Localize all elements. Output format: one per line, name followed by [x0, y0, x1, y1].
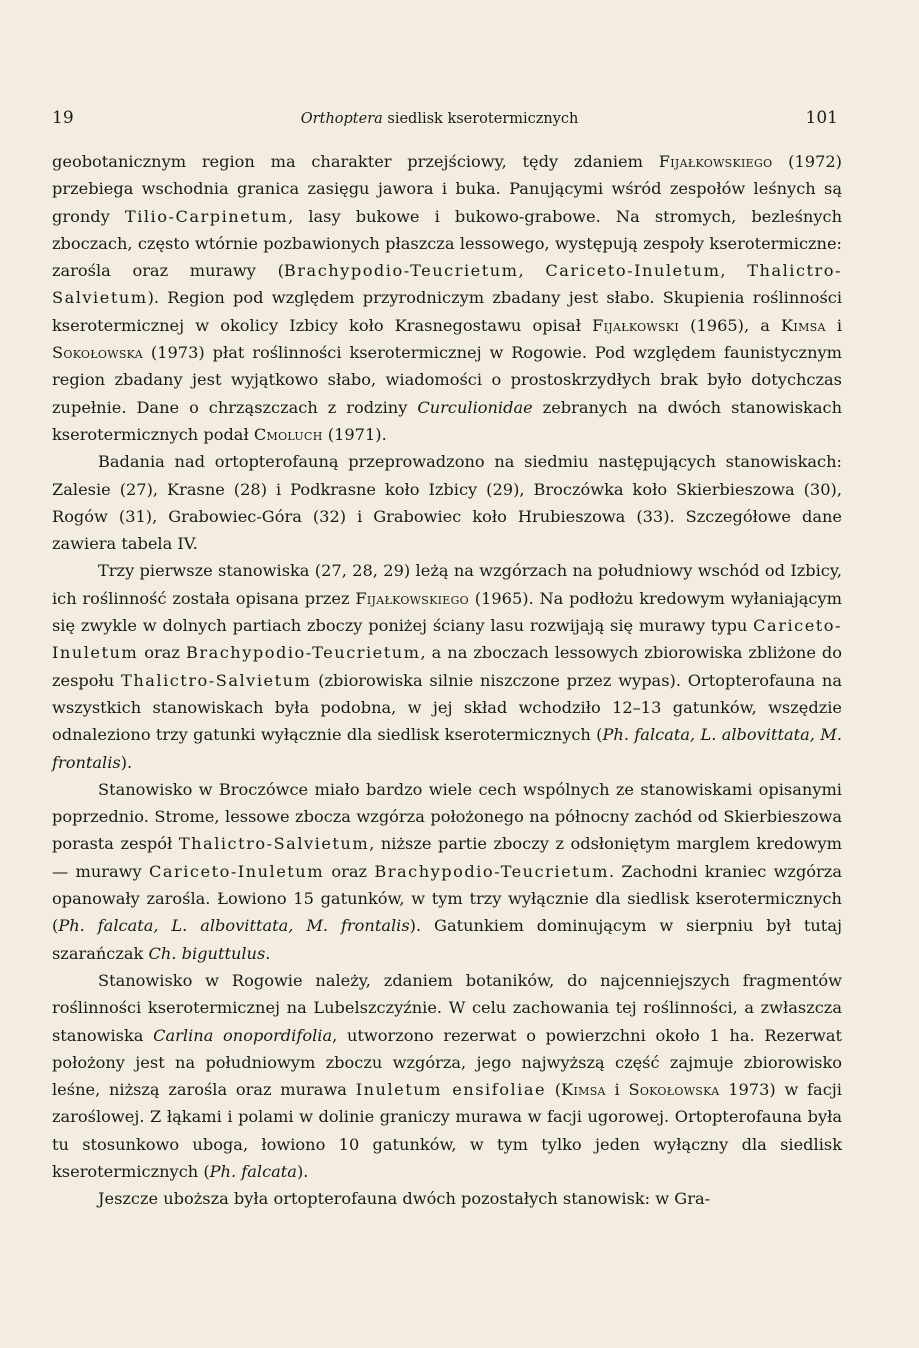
paragraph: [52, 557, 842, 775]
text-run: (zbiorowiska silnie niszczone przez wypas). Ortopterofauna na wszystkich stanowiskach była podobna, w jej skład wchodziło 12–13 gatunków, wszędzie odnaleziono trzy gatunki wyłącznie dla siedlisk kserotermicznych (: [52, 670, 842, 745]
author-name: Sokołowska: [628, 1080, 720, 1100]
running-title-italic: Orthoptera: [300, 111, 383, 127]
text-run: .: [265, 943, 271, 963]
running-title-rest: siedlisk kserotermicznych: [382, 111, 579, 127]
text-run: Trzy pierwsze stanowiska (27, 28, 29) leżą na wzgórzach na południowy wschód od Izbicy, ich roślinność została opisana przez: [52, 561, 842, 608]
text-run: (1973) płat roślinności kserotermicznej w Rogowie. Pod względem faunistycznym region zbadany jest wyjątkowo słabo, wiadomości o prostoskrzydłych brak było dotychczas zupełnie. Dane o chrząszczach z rodziny: [52, 343, 842, 417]
author-name: Kimsa: [781, 315, 826, 335]
syntaxon-name: Inuletum ensifoliae: [355, 1080, 547, 1100]
syntaxon-name: Cariceto-Inuletum: [545, 261, 721, 281]
text-run: . Zachodni kraniec wzgórza opanowały zarośla. Łowiono 15 gatunków, w tym trzy wyłącznie dla siedlisk kserotermicznych (: [52, 861, 842, 936]
syntaxon-name: Thalictro-Salvietum: [121, 670, 312, 690]
text-run: , a na zboczach lessowych zbiorowiska zbliżone do zespołu: [52, 643, 842, 690]
paragraph: [52, 148, 842, 448]
text-run: Stanowisko w Broczówce miało bardzo wiele cech wspólnych ze stanowiskami opisanymi poprzednio. Strome, lessowe zbocza wzgórza położonego na północny zachód od Skierbieszowa porasta zespół: [52, 779, 842, 854]
running-title: [301, 111, 579, 127]
text-run: 1973) w facji zaroślowej. Z łąkami i polami w dolinie graniczy murawa w facji ugorowej. Ortopterofauna była tu stosunkowo uboga, łowiono 10 gatunków, w tym tylko jeden wyłączny dla siedlisk kserotermicznych (: [52, 1080, 842, 1181]
paragraph: [52, 776, 842, 967]
text-run: ).: [296, 1161, 309, 1181]
author-name: Fijałkowskiego: [658, 152, 773, 171]
syntaxon-name: Tilio-Carpinetum: [124, 206, 289, 226]
author-name: Cmoluch: [253, 424, 323, 444]
text-run: Badania nad ortopterofauną przeprowadzono na siedmiu następujących stanowiskach: Zalesie (27), Krasne (28) i Podkrasne koło Izbicy (29), Broczówka koło Skierbieszowa (30), Rogów (31), Grabowiec-Góra (32) i Grabowiec koło Hrubieszowa (33). Szczegółowe dane zawiera tabela IV.: [52, 452, 842, 554]
text-run: ).: [120, 752, 133, 772]
text-run: (1965). Na podłożu kredowym wyłaniającym się zwykle w dolnych partiach zboczy poniżej ściany lasu rozwijają się murawy typu: [52, 588, 842, 636]
author-name: Fijałkowskiego: [355, 588, 469, 608]
body-text: [52, 148, 842, 1213]
syntaxon-name: Cariceto-Inuletum: [52, 616, 842, 663]
author-name: Fijałkowski: [592, 315, 680, 335]
text-run: , utworzono rezerwat o powierzchni około 1 ha. Rezerwat położony jest na południowym zboczu wzgórza, jego najwyższą część zajmuje zbiorowisko leśne, niższą zarośla oraz murawa: [52, 1025, 842, 1100]
paragraph: [52, 448, 842, 557]
text-run: Jeszcze uboższa była ortopterofauna dwóch pozostałych stanowisk: w Gra-: [98, 1189, 711, 1209]
text-run: Stanowisko w Rogowie należy, zdaniem botaników, do najcenniejszych fragmentów roślinności kserotermicznej na Lubelszczyźnie. W celu zachowania tej roślinności, a zwłaszcza stanowiska: [52, 970, 842, 1045]
italic-text: Ph. falcata, L. albovittata, M. frontalis: [58, 916, 410, 936]
text-run: ,: [518, 261, 546, 281]
text-run: ). Region pod względem przyrodniczym zbadany jest słabo. Skupienia roślinności kserotermicznej w okolicy Izbicy koło Krasnegostawu opisał: [52, 288, 842, 335]
text-run: (1971).: [322, 424, 387, 444]
text-run: (: [546, 1080, 562, 1100]
page-number: 101: [805, 108, 838, 128]
italic-text: Carlina onopordifolia: [153, 1025, 333, 1045]
text-run: ,: [720, 261, 748, 281]
syntaxon-name: Thalictro-Salvietum: [52, 261, 842, 308]
text-run: i: [825, 315, 843, 335]
text-run: , niższe partie zboczy z odsłoniętym marglem kredowym — murawy: [52, 834, 842, 881]
text-run: i: [605, 1080, 629, 1100]
syntaxon-name: Brachypodio-Teucrietum: [185, 643, 421, 663]
text-run: oraz: [324, 861, 375, 881]
text-run: oraz: [138, 643, 186, 663]
text-run: , lasy bukowe i bukowo-grabowe. Na stromych, bezleśnych zboczach, często wtórnie pozbawionych płaszcza lessowego, występują zespoły kserotermiczne: zarośla oraz murawy (: [52, 206, 842, 281]
left-number: 19: [52, 108, 74, 128]
text-run: geobotanicznym region ma charakter przejściowy, tędy zdaniem: [52, 152, 659, 171]
text-run: zebranych na dwóch stanowiskach kserotermicznych podał: [52, 397, 842, 444]
paragraph: [52, 1185, 842, 1212]
syntaxon-name: Thalictro-Salvietum: [178, 834, 370, 854]
italic-text: Ph. falcata: [209, 1161, 297, 1181]
syntaxon-name: Cariceto-Inuletum: [148, 861, 325, 881]
text-run: ). Gatunkiem dominującym w sierpniu był tutaj szarańczak: [52, 916, 842, 963]
author-name: Sokołowska: [52, 343, 143, 363]
author-name: Kimsa: [561, 1080, 606, 1100]
text-run: (1972) przebiega wschodnia granica zasięgu jawora i buka. Panującymi wśród zespołów leśnych są grondy: [52, 152, 842, 226]
italic-text: Ph. falcata, L. albovittata, M. frontalis: [52, 725, 843, 772]
running-header: [52, 108, 838, 128]
syntaxon-name: Brachypodio-Teucrietum: [283, 261, 519, 281]
italic-text: Ch. biguttulus: [148, 943, 266, 963]
text-run: (1965), a: [679, 315, 782, 335]
paragraph: [52, 967, 842, 1185]
italic-text: Curculionidae: [417, 397, 533, 417]
syntaxon-name: Brachypodio-Teucrietum: [374, 861, 609, 881]
